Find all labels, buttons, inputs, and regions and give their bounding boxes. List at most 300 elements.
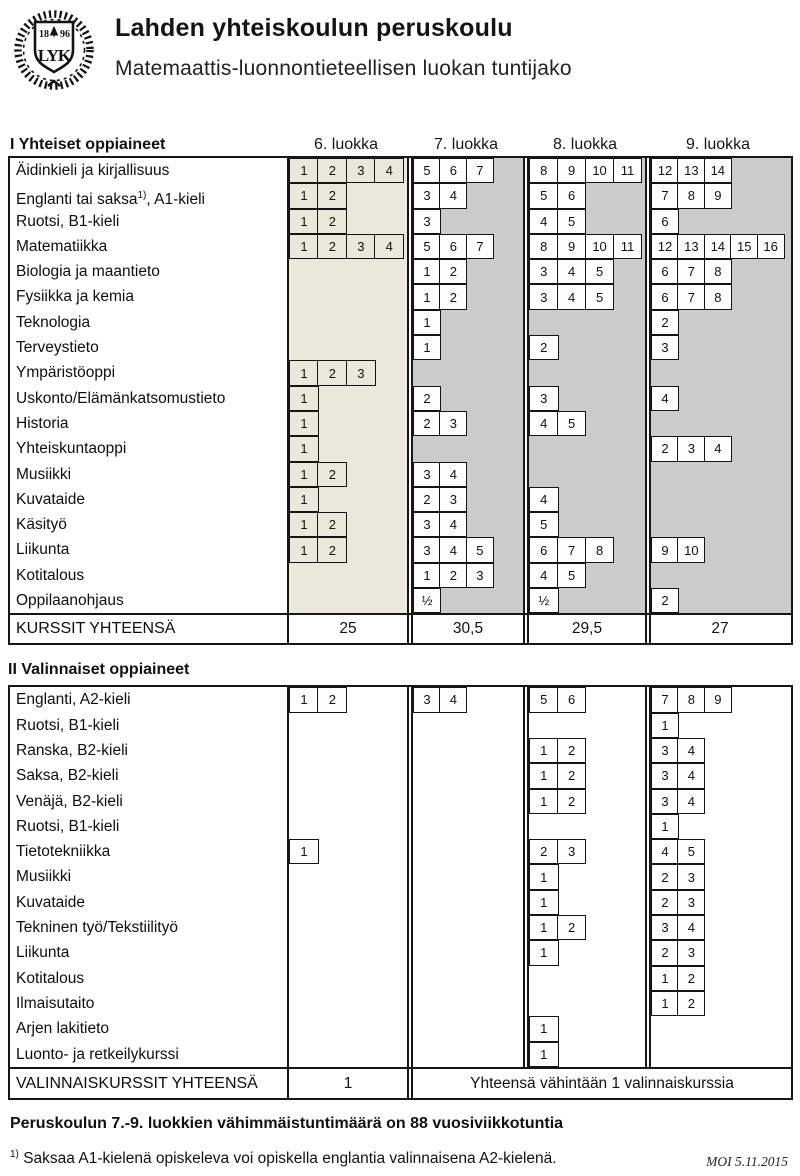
course-cell: 5 (529, 512, 559, 537)
course-cell: 6 (529, 537, 559, 562)
course-cell: 4 (557, 284, 587, 309)
course-cell: 2 (317, 234, 347, 259)
table-row (10, 183, 791, 208)
course-cell: 6 (651, 284, 679, 309)
course-cell: 2 (439, 563, 467, 588)
course-cell: 3 (529, 386, 559, 411)
total-label: KURSSIT YHTEENSÄ (16, 620, 176, 638)
row-label: Oppilaanohjaus (16, 592, 124, 610)
course-cell: 3 (439, 487, 467, 512)
grade-cells (529, 335, 559, 360)
total-value: 30,5 (452, 620, 484, 638)
course-cell: 4 (439, 462, 467, 487)
document-header (0, 0, 800, 102)
course-cell: 4 (677, 763, 705, 788)
course-cell: 7 (677, 259, 705, 284)
table-row (10, 436, 791, 461)
grade-cells (413, 386, 441, 411)
course-cell: 7 (466, 158, 494, 183)
course-cell: 2 (317, 360, 347, 385)
course-cell: 1 (529, 864, 559, 889)
grade-cells (289, 839, 319, 864)
table-row (10, 284, 791, 309)
grade-cells (529, 940, 559, 965)
course-cell: 9 (557, 234, 587, 259)
course-cell: 3 (413, 209, 441, 234)
total-label: VALINNAISKURSSIT YHTEENSÄ (16, 1074, 258, 1092)
row-label: Saksa, B2-kieli (16, 767, 119, 785)
grade-cells (651, 284, 732, 309)
row-label: Kotitalous (16, 969, 85, 987)
row-label: Musiikki (16, 465, 72, 483)
grade-cells (289, 537, 347, 562)
course-cell: 2 (651, 436, 679, 461)
course-cell: 2 (317, 512, 347, 537)
grade-cells (651, 738, 705, 763)
course-cell: 7 (466, 234, 494, 259)
grade-cells (289, 687, 347, 712)
course-cell: 5 (557, 411, 587, 436)
grade-cells (529, 234, 642, 259)
total-value: 27 (711, 620, 729, 638)
grade-header-7: 7. luokka (433, 136, 499, 153)
course-cell: 2 (529, 839, 559, 864)
course-cell: 5 (529, 183, 559, 208)
grade-cells (289, 462, 347, 487)
course-cell: 9 (557, 158, 587, 183)
date-stamp: MOI 5.11.2015 (706, 1154, 788, 1169)
course-cell: 2 (677, 966, 705, 991)
grade-cells (413, 259, 467, 284)
row-label: Englanti, A2-kieli (16, 691, 131, 709)
course-cell: 3 (651, 738, 679, 763)
row-label: Ilmaisutaito (16, 994, 95, 1012)
course-cell: 5 (529, 687, 559, 712)
total-row (10, 1067, 791, 1098)
row-label: Englanti tai saksa$^{1)}$, A1-kieli (16, 190, 205, 209)
row-label: Tietotekniikka (16, 843, 111, 861)
course-cell: 1 (289, 360, 319, 385)
table-row (10, 234, 791, 259)
total-value: 29,5 (571, 620, 603, 638)
course-cell: 7 (651, 183, 679, 208)
grade-cells (289, 158, 404, 183)
course-cell: 3 (439, 411, 467, 436)
grade-cells (289, 512, 347, 537)
grade-cells (289, 487, 319, 512)
row-label: Ranska, B2-kieli (16, 741, 128, 759)
course-cell: 13 (677, 234, 705, 259)
course-cell: 4 (439, 537, 467, 562)
grade-cells (651, 209, 679, 234)
course-cell: 2 (317, 183, 347, 208)
grade-cells (651, 436, 732, 461)
table-row (10, 462, 791, 487)
course-cell: 1 (289, 386, 319, 411)
grade-cells (413, 183, 467, 208)
grade-cells (413, 588, 441, 613)
course-cell: 8 (677, 183, 705, 208)
course-cell: 1 (413, 310, 441, 335)
course-cell: 3 (677, 940, 705, 965)
grade-cells (529, 687, 586, 712)
grade-cells (529, 537, 614, 562)
grade-cells (413, 335, 441, 360)
course-cell: 2 (317, 537, 347, 562)
course-cell: 2 (557, 738, 587, 763)
course-cell: 4 (557, 259, 587, 284)
course-cell: ½ (413, 588, 441, 613)
table-row (10, 738, 791, 763)
grade-cells (651, 335, 679, 360)
grade-cells (651, 687, 732, 712)
row-label: Käsityö (16, 516, 67, 534)
course-cell: 2 (317, 158, 347, 183)
course-cell: 1 (529, 1042, 559, 1067)
course-cell: 1 (651, 991, 679, 1016)
grade-cells (413, 209, 441, 234)
table-row (10, 512, 791, 537)
grade-cells (529, 763, 586, 788)
svg-text:96: 96 (60, 29, 70, 40)
table-row (10, 890, 791, 915)
course-cell: 2 (439, 284, 467, 309)
course-cell: 2 (651, 890, 679, 915)
grade-cells (529, 563, 586, 588)
grade-cells (529, 487, 559, 512)
course-cell: 7 (651, 687, 679, 712)
table-row (10, 360, 791, 385)
row-label: Ympäristöoppi (16, 364, 116, 382)
grade-header-9: 9. luokka (685, 136, 751, 153)
row-label: Venäjä, B2-kieli (16, 792, 123, 810)
course-cell: 1 (289, 462, 319, 487)
total-row (10, 613, 791, 643)
course-cell: 1 (651, 713, 679, 738)
grade-cells (413, 487, 467, 512)
course-cell: 13 (677, 158, 705, 183)
course-cell: 15 (730, 234, 758, 259)
course-cell: 6 (651, 259, 679, 284)
grade-cells (529, 183, 586, 208)
total-value: 1 (343, 1074, 353, 1092)
table-row (10, 915, 791, 940)
course-cell: 8 (529, 158, 559, 183)
course-cell: 5 (557, 209, 587, 234)
grade-cells (289, 209, 347, 234)
course-cell: 2 (651, 588, 679, 613)
grade-cells (289, 411, 319, 436)
course-cell: 1 (289, 158, 319, 183)
section1-title: I Yhteiset oppiaineet (10, 136, 166, 153)
course-cell: 4 (374, 234, 404, 259)
grade-cells (289, 234, 404, 259)
row-label: Matematiikka (16, 237, 108, 255)
row-label: Musiikki (16, 868, 72, 886)
grade-cells (529, 1042, 559, 1067)
course-cell: 8 (585, 537, 615, 562)
grade-cells (651, 537, 705, 562)
course-cell: 4 (651, 386, 679, 411)
row-label: Fysiikka ja kemia (16, 288, 134, 306)
table-row (10, 814, 791, 839)
course-cell: 2 (413, 411, 441, 436)
course-cell: 3 (413, 462, 441, 487)
course-cell: 1 (289, 839, 319, 864)
course-cell: 1 (529, 940, 559, 965)
course-cell: ½ (529, 588, 559, 613)
course-cell: 12 (651, 158, 679, 183)
grade-cells (529, 259, 614, 284)
course-cell: 2 (557, 763, 587, 788)
course-cell: 5 (585, 259, 615, 284)
course-cell: 6 (439, 234, 467, 259)
grade-cells (529, 386, 559, 411)
course-cell: 2 (317, 209, 347, 234)
grade-cells (651, 310, 679, 335)
grade-cells (651, 864, 705, 889)
grade-cells (651, 940, 705, 965)
table-row (10, 713, 791, 738)
grade-cells (413, 310, 441, 335)
course-cell: 3 (346, 234, 376, 259)
course-cell: 3 (677, 864, 705, 889)
course-cell: 5 (466, 537, 494, 562)
course-cell: 5 (585, 284, 615, 309)
course-cell: 16 (757, 234, 785, 259)
grade-cells (413, 563, 494, 588)
grade-cells (529, 1016, 559, 1041)
table-row (10, 386, 791, 411)
course-cell: 14 (704, 234, 732, 259)
course-cell: 3 (346, 360, 376, 385)
course-cell: 3 (413, 687, 441, 712)
course-cell: 5 (413, 158, 441, 183)
grade-cells (529, 839, 586, 864)
grade-cells (651, 386, 679, 411)
footnote-marker: 1) (10, 1148, 19, 1160)
course-cell: 3 (413, 537, 441, 562)
course-cell: 6 (439, 158, 467, 183)
course-cell: 1 (289, 687, 319, 712)
course-cell: 2 (651, 864, 679, 889)
grade-cells (651, 839, 705, 864)
grade-cells (529, 864, 559, 889)
course-cell: 3 (651, 335, 679, 360)
course-cell: 5 (677, 839, 705, 864)
table-row (10, 1016, 791, 1041)
grade-cells (413, 512, 467, 537)
course-cell: 1 (289, 487, 319, 512)
common-subjects-table (8, 156, 793, 645)
course-cell: 4 (374, 158, 404, 183)
course-cell: 1 (289, 436, 319, 461)
course-cell: 14 (704, 158, 732, 183)
grade-cells (651, 158, 732, 183)
grade-cells (651, 713, 679, 738)
course-cell: 9 (704, 183, 732, 208)
grade-cells (529, 209, 586, 234)
course-cell: 11 (613, 234, 643, 259)
course-cell: 1 (529, 1016, 559, 1041)
course-cell: 2 (677, 991, 705, 1016)
grade-cells (529, 284, 614, 309)
table-row (10, 563, 791, 588)
table-row (10, 966, 791, 991)
course-cell: 1 (289, 234, 319, 259)
min-hours-note: Peruskoulun 7.-9. luokkien vähimmäistuntimäärä on 88 vuosiviikkotuntia (10, 1114, 564, 1132)
row-label: Kotitalous (16, 566, 85, 584)
course-cell: 5 (557, 563, 587, 588)
row-label: Yhteiskuntaoppi (16, 440, 127, 458)
course-cell: 1 (289, 512, 319, 537)
course-cell: 11 (613, 158, 643, 183)
course-cell: 1 (413, 563, 441, 588)
row-label: Tekninen työ/Tekstiilityö (16, 919, 178, 937)
table-row (10, 259, 791, 284)
course-cell: 4 (439, 183, 467, 208)
total-value: 25 (339, 620, 357, 638)
table-row (10, 763, 791, 788)
course-cell: 1 (651, 814, 679, 839)
course-cell: 8 (704, 259, 732, 284)
course-cell: 4 (529, 487, 559, 512)
course-cell: 4 (529, 563, 559, 588)
row-label: Ruotsi, B1-kieli (16, 212, 120, 230)
table-row (10, 158, 791, 183)
course-cell: 2 (317, 462, 347, 487)
course-cell: 2 (529, 335, 559, 360)
section2-title: II Valinnaiset oppiaineet (8, 661, 190, 679)
course-cell: 3 (651, 763, 679, 788)
course-cell: 1 (289, 209, 319, 234)
course-cell: 1 (289, 537, 319, 562)
table-row (10, 209, 791, 234)
course-cell: 8 (677, 687, 705, 712)
course-cell: 3 (346, 158, 376, 183)
course-cell: 5 (413, 234, 441, 259)
table-row (10, 537, 791, 562)
course-cell: 2 (439, 259, 467, 284)
grade-cells (529, 789, 586, 814)
course-cell: 6 (557, 687, 587, 712)
table-row (10, 335, 791, 360)
grade-cells (529, 890, 559, 915)
row-label: Ruotsi, B1-kieli (16, 716, 120, 734)
row-label: Äidinkieli ja kirjallisuus (16, 162, 170, 179)
table-row (10, 991, 791, 1016)
table-row (10, 310, 791, 335)
school-logo-icon (10, 4, 98, 92)
course-cell: 1 (529, 789, 559, 814)
course-cell: 1 (651, 966, 679, 991)
course-cell: 8 (529, 234, 559, 259)
course-cell: 4 (529, 411, 559, 436)
course-cell: 2 (413, 386, 441, 411)
row-label: Luonto- ja retkeilykurssi (16, 1045, 179, 1063)
svg-text:LYK: LYK (37, 46, 71, 65)
course-cell: 1 (289, 183, 319, 208)
grade-cells (289, 386, 319, 411)
course-cell: 3 (413, 512, 441, 537)
page-subtitle: Matemaattis-luonnontieteellisen luokan tuntijako (115, 57, 572, 80)
grade-cells (651, 789, 705, 814)
course-cell: 2 (651, 940, 679, 965)
course-cell: 4 (529, 209, 559, 234)
row-label: Kuvataide (16, 893, 85, 911)
course-cell: 3 (413, 183, 441, 208)
grade-cells (651, 588, 679, 613)
course-cell: 7 (677, 284, 705, 309)
row-label: Uskonto/Elämänkatsomustieto (16, 389, 226, 407)
table-row (10, 687, 791, 712)
grade-cells (413, 284, 467, 309)
grade-cells (413, 687, 467, 712)
course-cell: 4 (677, 789, 705, 814)
course-cell: 4 (651, 839, 679, 864)
course-cell: 2 (317, 687, 347, 712)
grade-cells (289, 183, 347, 208)
course-cell: 10 (585, 158, 615, 183)
page-title: Lahden yhteiskoulun peruskoulu (115, 14, 513, 42)
grade-cells (529, 738, 586, 763)
course-cell: 1 (289, 411, 319, 436)
row-label: Terveystieto (16, 339, 99, 357)
table-row (10, 940, 791, 965)
course-cell: 8 (704, 284, 732, 309)
grade-cells (651, 763, 705, 788)
footnote-text: Saksaa A1-kielenä opiskeleva voi opiskella englantia valinnaisena A2-kielenä. (23, 1149, 557, 1167)
course-cell: 4 (677, 738, 705, 763)
table-row (10, 487, 791, 512)
grade-cells (413, 537, 494, 562)
grade-cells (651, 234, 785, 259)
course-cell: 3 (557, 839, 587, 864)
course-cell: 4 (439, 687, 467, 712)
course-cell: 4 (704, 436, 732, 461)
grade-cells (529, 588, 559, 613)
footnote (10, 1149, 800, 1168)
grade-cells (651, 991, 705, 1016)
grade-cells (289, 360, 376, 385)
grade-cells (413, 234, 494, 259)
course-cell: 10 (585, 234, 615, 259)
row-label: Liikunta (16, 541, 70, 559)
grade-header-8: 8. luokka (552, 136, 618, 153)
optional-subjects-table (8, 685, 793, 1099)
course-cell: 4 (439, 512, 467, 537)
course-cell: 9 (704, 687, 732, 712)
row-label: Arjen lakitieto (16, 1020, 110, 1038)
course-cell: 1 (413, 335, 441, 360)
grade-cells (651, 890, 705, 915)
course-cell: 3 (529, 259, 559, 284)
row-label: Kuvataide (16, 490, 85, 508)
grade-cells (289, 436, 319, 461)
course-cell: 1 (529, 738, 559, 763)
course-cell: 2 (651, 310, 679, 335)
course-cell: 9 (651, 537, 679, 562)
grade-cells (413, 158, 494, 183)
course-cell: 1 (529, 890, 559, 915)
course-cell: 2 (557, 915, 587, 940)
grade-cells (529, 158, 642, 183)
course-cell: 3 (529, 284, 559, 309)
table-row (10, 864, 791, 889)
course-cell: 3 (466, 563, 494, 588)
row-label: Ruotsi, B1-kieli (16, 817, 120, 835)
row-label: Teknologia (16, 313, 91, 331)
